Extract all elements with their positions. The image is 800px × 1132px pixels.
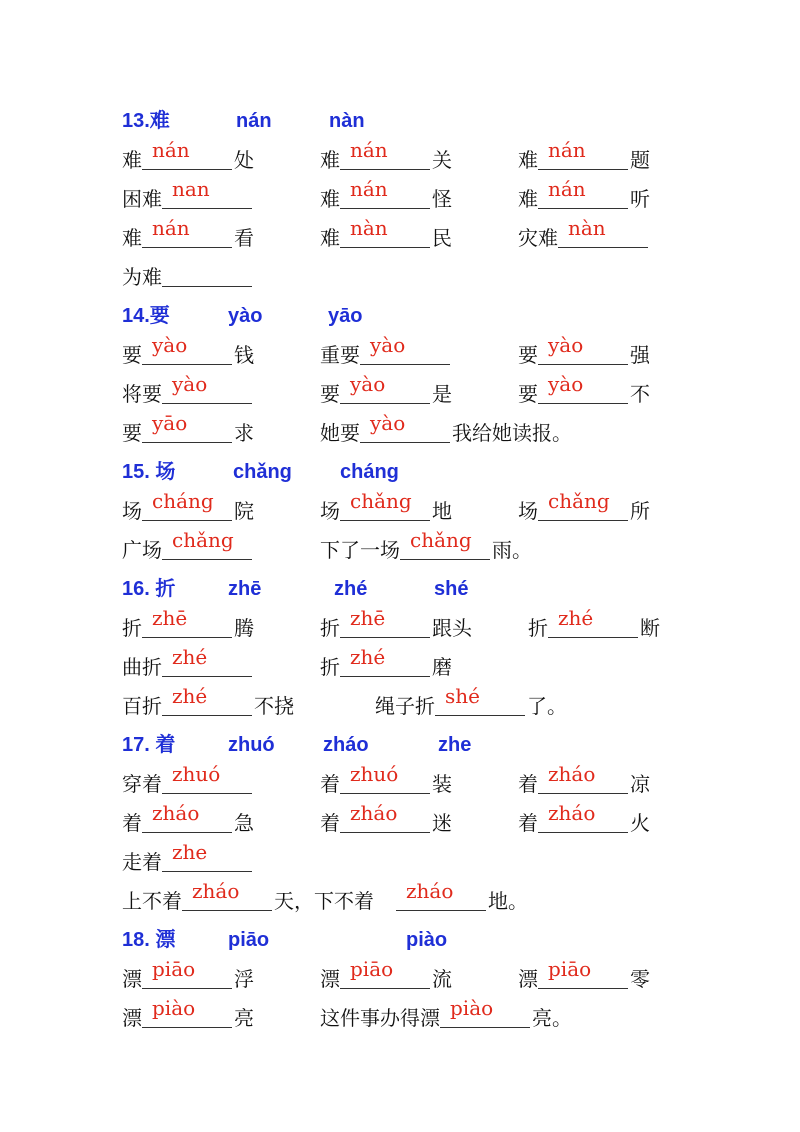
- item-prefix-text: 难: [122, 148, 142, 172]
- answer-pinyin: shé: [445, 684, 480, 708]
- answer-pinyin: yāo: [152, 411, 188, 435]
- answer-blank[interactable]: [400, 529, 490, 560]
- section-header: 13.难: [122, 110, 170, 132]
- answer-pinyin: yào: [350, 372, 386, 396]
- answer-blank[interactable]: [538, 178, 628, 209]
- item-prefix-text: 场: [320, 499, 340, 523]
- answer-pinyin: zháo: [350, 801, 398, 825]
- item-prefix-text: 着: [518, 772, 538, 796]
- item-prefix-text: 难: [518, 148, 538, 172]
- answer-blank[interactable]: [538, 802, 628, 833]
- answer-pinyin: zháo: [192, 879, 240, 903]
- item-suffix-text: 跟头: [432, 616, 472, 640]
- section-pinyin-option: zhuó: [228, 734, 275, 756]
- item-suffix-text: 浮: [234, 967, 254, 991]
- answer-blank[interactable]: [340, 958, 430, 989]
- item-suffix-text: 凉: [630, 772, 650, 796]
- answer-pinyin: zhuó: [350, 762, 399, 786]
- item-prefix-text: 百折: [122, 694, 162, 718]
- answer-blank[interactable]: [142, 607, 232, 638]
- item-prefix-text: 她要: [320, 421, 360, 445]
- item-suffix-text: 怪: [432, 187, 452, 211]
- section-header: 18. 漂: [122, 929, 176, 951]
- item-prefix-text: 难: [518, 187, 538, 211]
- item-suffix-text: 看: [234, 226, 254, 250]
- answer-pinyin: zhé: [172, 645, 208, 669]
- item-prefix-text: 灾难: [518, 226, 558, 250]
- answer-pinyin: chǎng: [350, 489, 412, 513]
- item-prefix-text: 重要: [320, 343, 360, 367]
- item-suffix-text: 处: [234, 148, 254, 172]
- item-suffix-text: 不挠: [254, 694, 294, 718]
- item-suffix-text: 了。: [527, 694, 567, 718]
- answer-blank[interactable]: [142, 412, 232, 443]
- item-prefix-text: 漂: [122, 967, 142, 991]
- item-suffix-text: 流: [432, 967, 452, 991]
- item-prefix-text: 要: [518, 382, 538, 406]
- item-prefix-text: 难: [320, 187, 340, 211]
- section-pinyin-option: cháng: [340, 461, 399, 483]
- section-pinyin-option: zhé: [334, 578, 368, 600]
- item-prefix-text: 着: [320, 811, 340, 835]
- item-prefix-text: 穿着: [122, 772, 162, 796]
- answer-blank[interactable]: [182, 880, 272, 911]
- section-header: 14.要: [122, 305, 170, 327]
- answer-blank[interactable]: [538, 958, 628, 989]
- section-pinyin-option: shé: [434, 578, 469, 600]
- item-suffix-text: 断: [640, 616, 660, 640]
- item-suffix-text: 磨: [432, 655, 452, 679]
- answer-pinyin: yào: [370, 411, 406, 435]
- answer-pinyin: nàn: [350, 216, 388, 240]
- answer-pinyin: yào: [548, 333, 584, 357]
- item-suffix-text: 雨。: [492, 538, 532, 562]
- item-suffix-text: 求: [234, 421, 254, 445]
- answer-blank[interactable]: [340, 763, 430, 794]
- answer-pinyin: chǎng: [172, 528, 234, 552]
- item-suffix-text: 是: [432, 382, 452, 406]
- section-pinyin-option: yāo: [328, 305, 363, 327]
- answer-blank[interactable]: [162, 841, 252, 872]
- section-pinyin-option: yào: [228, 305, 263, 327]
- section-pinyin-option: piāo: [228, 929, 270, 951]
- item-prefix-text: 场: [518, 499, 538, 523]
- item-suffix-text: 题: [630, 148, 650, 172]
- section-pinyin-option: nán: [236, 110, 272, 132]
- answer-pinyin: nán: [548, 138, 586, 162]
- answer-blank[interactable]: [538, 373, 628, 404]
- item-prefix-text: 折: [528, 616, 548, 640]
- answer-blank[interactable]: [142, 802, 232, 833]
- answer-blank[interactable]: [162, 178, 252, 209]
- answer-blank[interactable]: [142, 217, 232, 248]
- answer-blank[interactable]: [340, 178, 430, 209]
- item-prefix-text: 要: [122, 421, 142, 445]
- item-suffix-text: 所: [630, 499, 650, 523]
- answer-pinyin: zhe: [172, 840, 208, 864]
- item-suffix-text: 我给她读报。: [452, 421, 572, 445]
- answer-pinyin: cháng: [152, 489, 214, 513]
- item-prefix-text: 这件事办得漂: [320, 1006, 440, 1030]
- item-suffix-text: 迷: [432, 811, 452, 835]
- answer-pinyin: zhē: [152, 606, 188, 630]
- item-prefix-text: 折: [320, 616, 340, 640]
- answer-pinyin: zhé: [172, 684, 208, 708]
- answer-pinyin: piào: [152, 996, 196, 1020]
- section-pinyin-option: zhe: [438, 734, 472, 756]
- item-prefix-text: 曲折: [122, 655, 162, 679]
- answer-blank[interactable]: [538, 334, 628, 365]
- answer-blank[interactable]: [162, 646, 252, 677]
- section-pinyin-option: zhē: [228, 578, 262, 600]
- item-prefix-text: 漂: [122, 1006, 142, 1030]
- answer-blank[interactable]: [538, 139, 628, 170]
- item-prefix-text: 绳子折: [375, 694, 435, 718]
- answer-pinyin: piāo: [152, 957, 196, 981]
- item-suffix-text: 急: [234, 811, 254, 835]
- section-pinyin-option: chǎng: [233, 461, 292, 483]
- answer-blank[interactable]: [340, 373, 430, 404]
- answer-blank[interactable]: [142, 997, 232, 1028]
- answer-pinyin: piāo: [350, 957, 394, 981]
- item-prefix-text: 场: [122, 499, 142, 523]
- answer-blank[interactable]: [142, 139, 232, 170]
- answer-blank[interactable]: [440, 997, 530, 1028]
- item-prefix-text: 要: [320, 382, 340, 406]
- item-suffix-text: 民: [432, 226, 452, 250]
- answer-blank[interactable]: [548, 607, 638, 638]
- item-suffix-text: 钱: [234, 343, 254, 367]
- item-suffix-text: 火: [630, 811, 650, 835]
- answer-pinyin: nan: [172, 177, 210, 201]
- item-prefix-text: 上不着: [122, 889, 182, 913]
- answer-blank[interactable]: [340, 490, 430, 521]
- section-pinyin-option: piào: [406, 929, 448, 951]
- answer-pinyin: zhé: [350, 645, 386, 669]
- item-prefix-text: 走着: [122, 850, 162, 874]
- item-prefix-text: 广场: [122, 538, 162, 562]
- item-prefix-text: 着: [320, 772, 340, 796]
- item-suffix-text: 亮: [234, 1006, 254, 1030]
- answer-pinyin: zháo: [406, 879, 454, 903]
- answer-pinyin: nán: [548, 177, 586, 201]
- answer-pinyin: zhē: [350, 606, 386, 630]
- item-suffix-text: 地: [432, 499, 452, 523]
- item-prefix-text: 着: [122, 811, 142, 835]
- item-suffix-text: 零: [630, 967, 650, 991]
- answer-blank[interactable]: [162, 256, 252, 287]
- item-prefix-text: 下了一场: [320, 538, 400, 562]
- item-prefix-text: 漂: [320, 967, 340, 991]
- item-prefix-text: 难: [320, 226, 340, 250]
- answer-pinyin: piāo: [548, 957, 592, 981]
- item-prefix-text: 要: [518, 343, 538, 367]
- answer-pinyin: chǎng: [410, 528, 472, 552]
- answer-pinyin: nàn: [568, 216, 606, 240]
- answer-pinyin: yào: [370, 333, 406, 357]
- item-suffix-text: 听: [630, 187, 650, 211]
- item-prefix-text: 折: [320, 655, 340, 679]
- item-suffix-text: 地。: [488, 889, 528, 913]
- section-header: 15. 场: [122, 461, 176, 483]
- item-prefix-text: 难: [122, 226, 142, 250]
- answer-blank[interactable]: [340, 139, 430, 170]
- item-suffix-text: 亮。: [532, 1006, 572, 1030]
- answer-pinyin: zhuó: [172, 762, 221, 786]
- answer-blank[interactable]: [558, 217, 648, 248]
- answer-blank[interactable]: [340, 802, 430, 833]
- item-prefix-text: 折: [122, 616, 142, 640]
- item-prefix-text: 困难: [122, 187, 162, 211]
- answer-pinyin: nán: [152, 216, 190, 240]
- section-header: 17. 着: [122, 734, 176, 756]
- answer-blank[interactable]: [360, 334, 450, 365]
- item-prefix-text: 难: [320, 148, 340, 172]
- answer-pinyin: yào: [172, 372, 208, 396]
- answer-blank[interactable]: [162, 685, 252, 716]
- answer-pinyin: zhé: [558, 606, 594, 630]
- item-suffix-text: 关: [432, 148, 452, 172]
- item-suffix-text: 装: [432, 772, 452, 796]
- answer-blank[interactable]: [396, 880, 486, 911]
- answer-blank[interactable]: [435, 685, 525, 716]
- answer-blank[interactable]: [162, 529, 252, 560]
- answer-pinyin: zháo: [152, 801, 200, 825]
- item-prefix-text: 漂: [518, 967, 538, 991]
- section-header: 16. 折: [122, 578, 176, 600]
- answer-blank[interactable]: [360, 412, 450, 443]
- item-prefix-text: 为难: [122, 265, 162, 289]
- item-suffix-text: 院: [234, 499, 254, 523]
- answer-blank[interactable]: [142, 334, 232, 365]
- answer-blank[interactable]: [142, 490, 232, 521]
- answer-pinyin: nán: [152, 138, 190, 162]
- section-pinyin-option: zháo: [323, 734, 369, 756]
- item-suffix-text: 天，下不着: [274, 889, 374, 913]
- item-prefix-text: 将要: [122, 382, 162, 406]
- answer-pinyin: yào: [152, 333, 188, 357]
- answer-blank[interactable]: [340, 217, 430, 248]
- answer-blank[interactable]: [538, 490, 628, 521]
- answer-pinyin: piào: [450, 996, 494, 1020]
- answer-pinyin: yào: [548, 372, 584, 396]
- answer-blank[interactable]: [340, 607, 430, 638]
- answer-pinyin: chǎng: [548, 489, 610, 513]
- answer-blank[interactable]: [142, 958, 232, 989]
- answer-blank[interactable]: [162, 373, 252, 404]
- item-suffix-text: 腾: [234, 616, 254, 640]
- section-pinyin-option: nàn: [329, 110, 365, 132]
- answer-pinyin: nán: [350, 138, 388, 162]
- item-suffix-text: 不: [630, 382, 650, 406]
- answer-blank[interactable]: [162, 763, 252, 794]
- answer-blank[interactable]: [340, 646, 430, 677]
- answer-pinyin: zháo: [548, 762, 596, 786]
- answer-pinyin: nán: [350, 177, 388, 201]
- item-prefix-text: 着: [518, 811, 538, 835]
- answer-blank[interactable]: [538, 763, 628, 794]
- item-prefix-text: 要: [122, 343, 142, 367]
- answer-pinyin: zháo: [548, 801, 596, 825]
- item-suffix-text: 强: [630, 343, 650, 367]
